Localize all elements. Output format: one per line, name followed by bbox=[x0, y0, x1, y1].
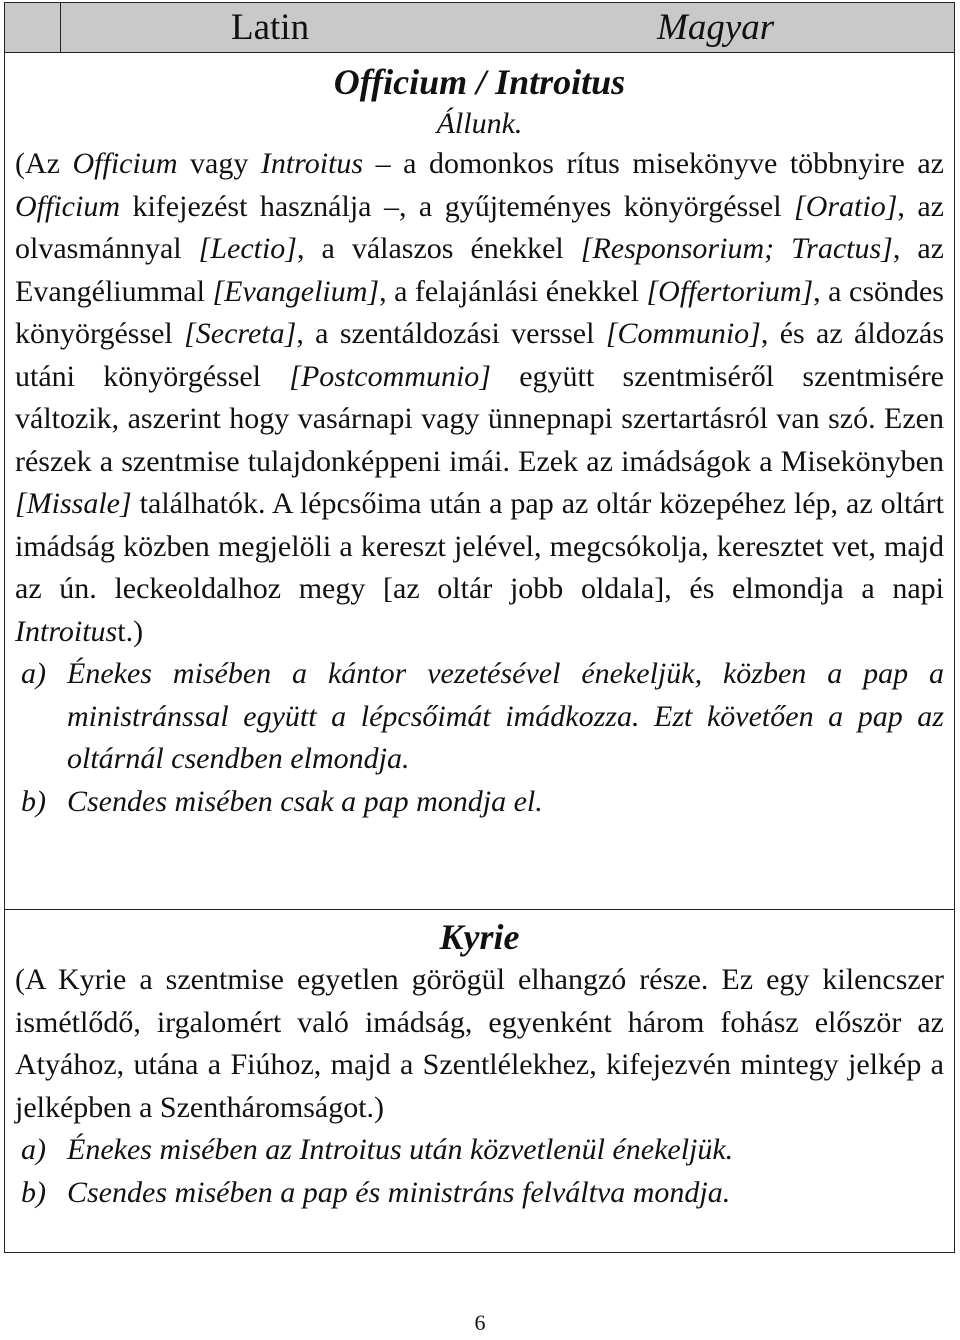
list-item bbox=[15, 1129, 944, 1172]
section-officium bbox=[5, 55, 954, 908]
page-frame bbox=[4, 2, 955, 1253]
section-subtitle: Állunk. bbox=[436, 107, 523, 140]
list-item-text: Csendes misében a pap és ministráns felváltva mondja. bbox=[67, 1175, 731, 1209]
header-divider bbox=[60, 3, 61, 52]
section-title-kyrie: Kyrie bbox=[439, 917, 520, 957]
column-header bbox=[5, 3, 954, 53]
list-item-text: Csendes misében csak a pap mondja el. bbox=[67, 784, 543, 818]
list-item-text: Énekes misében az Introitus után közvetlenül énekeljük. bbox=[67, 1133, 734, 1167]
section-body-kyrie: (A Kyrie a szentmise egyetlen görögül elhangzó része. Ez egy kilencszer ismétlődő, irgalomért való imádság, egyenként három fohász először az Atyához, utána a Fiúhoz, majd a Szentlélekhez, kifejezvén mintegy jelkép a jelképben a Szentháromságot.) bbox=[15, 963, 944, 1124]
list-item bbox=[15, 1172, 944, 1215]
section-kyrie bbox=[5, 909, 954, 1252]
header-latin: Latin bbox=[231, 7, 310, 48]
list-marker: b) bbox=[21, 1175, 46, 1209]
option-list-officium bbox=[15, 653, 944, 823]
list-item-text: Énekes misében a kántor vezetésével énekeljük, közben a pap a ministránssal együtt a lépcsőimát imádkozza. Ezt követően a pap az oltárnál csendben elmondja. bbox=[67, 657, 944, 775]
page-number: 6 bbox=[474, 1310, 486, 1335]
list-item bbox=[15, 653, 944, 781]
section-body-officium: (Az Officium vagy Introitus – a domonkos rítus misekönyve többnyire az Officium kifejezést használja –, a gyűjteményes könyörgéssel [Oratio], az olvasmánnyal [Lectio], a válaszos énekkel [Responsorium; Tractus], az Evangéliummal [Evangelium], a felajánlási énekkel [Offertorium], a csöndes könyörgéssel [Secreta], a szentáldozási verssel [Communio], és az áldozás utáni könyörgéssel [Postcommunio] együtt szentmiséről szentmisére változik, aszerint hogy vasárnapi vagy ünnepnapi szertartásról van szó. Ezen részek a szentmise tulajdonképpeni imái. Ezek az imádságok a Misekönyben [Missale] találhatók. A lépcsőima után a pap az oltár közepéhez lép, az oltárt imádság közben megjelöli a kereszt jelével, megcsókolja, keresztet vet, majd az ún. leckeoldalhoz megy [az oltár jobb oldala], és elmondja a napi Introitust.) bbox=[15, 147, 945, 648]
list-marker: a) bbox=[21, 657, 46, 690]
option-list-kyrie bbox=[15, 1129, 944, 1214]
section-title-officium: Officium / Introitus bbox=[333, 62, 626, 102]
list-marker: b) bbox=[21, 784, 46, 818]
header-magyar: Magyar bbox=[657, 7, 775, 48]
list-marker: a) bbox=[21, 1133, 46, 1167]
list-item bbox=[15, 781, 944, 824]
